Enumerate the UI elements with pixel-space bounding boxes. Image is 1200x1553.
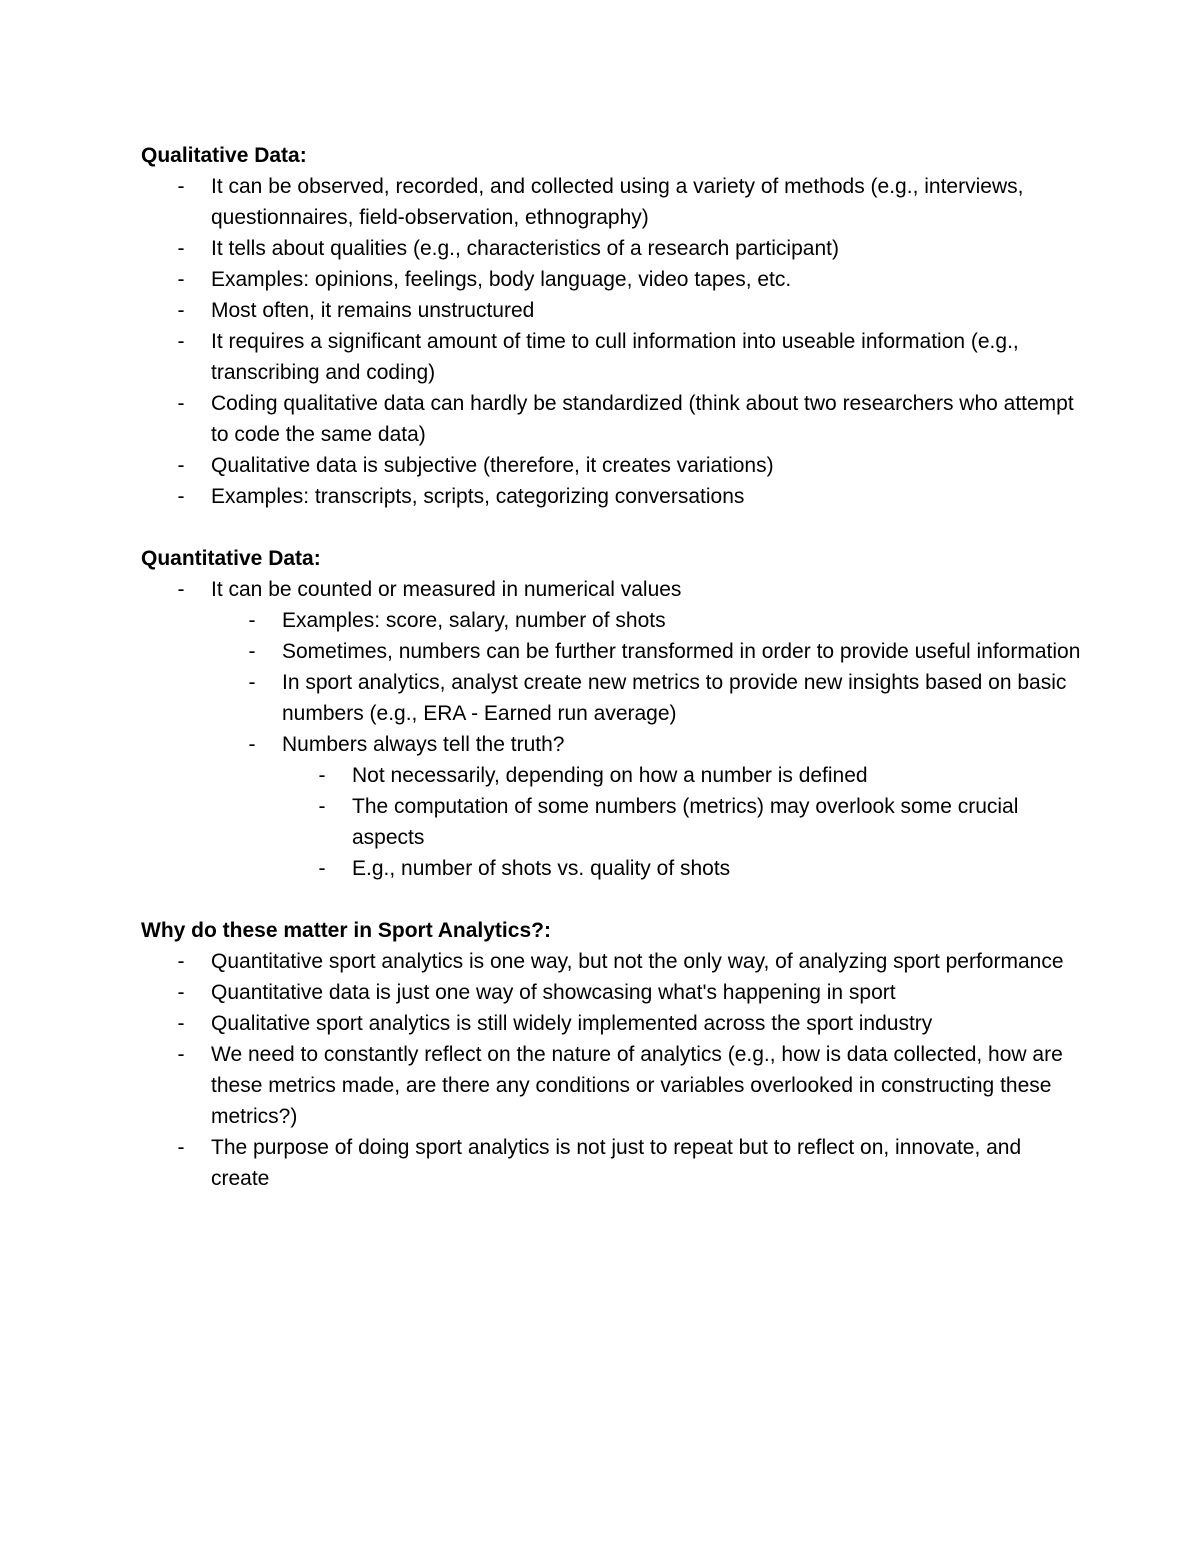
section-quantitative — [141, 543, 1081, 884]
list-item-text: Examples: score, salary, number of shots — [282, 609, 666, 632]
dash-bullet: - — [248, 671, 256, 694]
bullet-list — [141, 946, 1081, 1194]
list-item-text: It requires a significant amount of time to cull information into useable information (e.g., transcribing and coding) — [211, 330, 1019, 384]
dash-bullet: - — [177, 330, 185, 353]
section-why-matter — [141, 915, 1081, 1194]
section-title: Why do these matter in Sport Analytics?: — [141, 919, 551, 942]
list-item — [141, 791, 1081, 853]
list-item-text: We need to constantly reflect on the nature of analytics (e.g., how is data collected, how are these metrics made, are there any conditions or variables overlooked in constructing these metrics?) — [211, 1043, 1063, 1128]
dash-bullet: - — [177, 1012, 185, 1035]
dash-bullet: - — [177, 268, 185, 291]
list-item — [141, 1132, 1081, 1194]
list-item — [141, 326, 1081, 388]
list-item-text: E.g., number of shots vs. quality of shots — [352, 857, 731, 880]
list-item — [141, 481, 1081, 512]
list-item — [141, 450, 1081, 481]
list-item — [141, 264, 1081, 295]
list-item-text: Not necessarily, depending on how a number is defined — [352, 764, 868, 787]
section-qualitative — [141, 140, 1081, 512]
list-item — [141, 977, 1081, 1008]
list-item-text: The purpose of doing sport analytics is not just to repeat but to reflect on, innovate, and create — [211, 1136, 1022, 1190]
list-item — [141, 295, 1081, 326]
dash-bullet: - — [177, 1136, 185, 1159]
list-item-text: Quantitative data is just one way of showcasing what's happening in sport — [211, 981, 896, 1004]
list-item-text: Numbers always tell the truth? — [282, 733, 565, 756]
sub-sub-bullet-list — [141, 760, 1081, 884]
list-item — [141, 946, 1081, 977]
list-item — [141, 233, 1081, 264]
list-item — [141, 574, 1081, 605]
list-item — [141, 853, 1081, 884]
dash-bullet: - — [248, 733, 256, 756]
list-item — [141, 1008, 1081, 1039]
list-item — [141, 636, 1081, 667]
dash-bullet: - — [318, 764, 326, 787]
list-item — [141, 1039, 1081, 1132]
list-item — [141, 388, 1081, 450]
dash-bullet: - — [177, 578, 185, 601]
list-item-text: The computation of some numbers (metrics) may overlook some crucial aspects — [352, 795, 1019, 849]
list-item-text: Sometimes, numbers can be further transformed in order to provide useful information — [282, 640, 1081, 663]
list-item-text: Quantitative sport analytics is one way, but not the only way, of analyzing sport performance — [211, 950, 1064, 973]
sub-bullet-list — [141, 605, 1081, 760]
list-item — [141, 760, 1081, 791]
dash-bullet: - — [248, 640, 256, 663]
dash-bullet: - — [177, 299, 185, 322]
list-item-text: Qualitative sport analytics is still widely implemented across the sport industry — [211, 1012, 933, 1035]
dash-bullet: - — [177, 392, 185, 415]
list-item — [141, 171, 1081, 233]
dash-bullet: - — [248, 609, 256, 632]
list-item — [141, 667, 1081, 729]
dash-bullet: - — [318, 857, 326, 880]
dash-bullet: - — [177, 950, 185, 973]
list-item — [141, 729, 1081, 760]
list-item-text: Examples: transcripts, scripts, categorizing conversations — [211, 485, 745, 508]
list-item-text: Examples: opinions, feelings, body language, video tapes, etc. — [211, 268, 792, 291]
section-title: Quantitative Data: — [141, 547, 321, 570]
list-item-text: Qualitative data is subjective (therefore, it creates variations) — [211, 454, 774, 477]
dash-bullet: - — [318, 795, 326, 818]
section-title: Qualitative Data: — [141, 144, 307, 167]
list-item-text: In sport analytics, analyst create new metrics to provide new insights based on basic numbers (e.g., ERA - Earned run average) — [282, 671, 1067, 725]
list-item-text: Most often, it remains unstructured — [211, 299, 535, 322]
list-item-text: It can be counted or measured in numerical values — [211, 578, 682, 601]
dash-bullet: - — [177, 175, 185, 198]
list-item-text: It can be observed, recorded, and collected using a variety of methods (e.g., interviews, questionnaires, field-observation, ethnography) — [211, 175, 1024, 229]
dash-bullet: - — [177, 485, 185, 508]
list-item-text: Coding qualitative data can hardly be standardized (think about two researchers who attempt to code the same data) — [211, 392, 1074, 446]
list-item — [141, 605, 1081, 636]
bullet-list — [141, 574, 1081, 605]
dash-bullet: - — [177, 454, 185, 477]
bullet-list — [141, 171, 1081, 512]
dash-bullet: - — [177, 1043, 185, 1066]
dash-bullet: - — [177, 981, 185, 1004]
document-page — [141, 140, 1081, 1225]
dash-bullet: - — [177, 237, 185, 260]
list-item-text: It tells about qualities (e.g., characteristics of a research participant) — [211, 237, 839, 260]
